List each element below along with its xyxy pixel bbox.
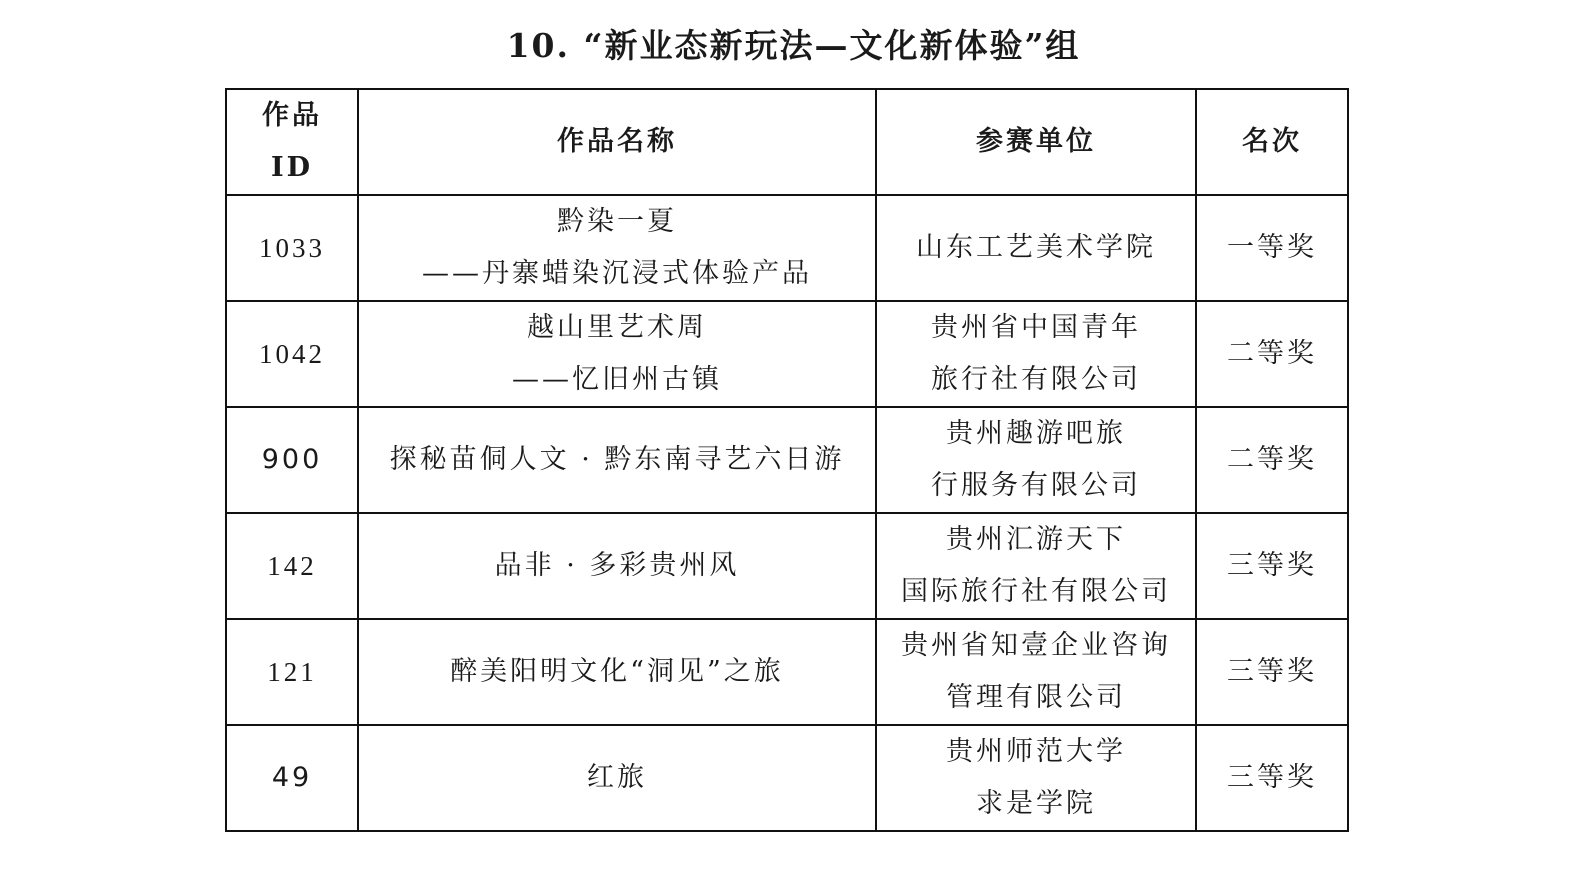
cell-name	[358, 407, 876, 513]
table-row	[226, 725, 1348, 831]
cell-name-line: ——丹寨蜡染沉浸式体验产品	[422, 258, 812, 289]
cell-unit-line: 贵州省中国青年	[931, 312, 1141, 343]
cell-unit-line: 贵州汇游天下	[946, 524, 1126, 555]
cell-name-line: 探秘苗侗人文 · 黔东南寻艺六日游	[389, 444, 845, 475]
cell-name-line: 黔染一夏	[557, 206, 677, 237]
table-row	[226, 407, 1348, 513]
cell-unit	[876, 619, 1196, 725]
cell-name	[358, 513, 876, 619]
cell-unit	[876, 725, 1196, 831]
cell-id: 49	[226, 725, 358, 831]
cell-unit-line: 贵州趣游吧旅	[946, 418, 1126, 449]
table-row	[226, 301, 1348, 407]
cell-unit-line: 山东工艺美术学院	[916, 232, 1156, 263]
header-id	[226, 89, 358, 195]
cell-unit	[876, 301, 1196, 407]
cell-rank: 二等奖	[1196, 301, 1348, 407]
header-id-line2: ID	[270, 152, 314, 183]
cell-unit-line: 行服务有限公司	[931, 470, 1141, 501]
cell-name	[358, 725, 876, 831]
cell-id: 900	[226, 407, 358, 513]
cell-rank: 三等奖	[1196, 619, 1348, 725]
cell-name-line: 醉美阳明文化“洞见”之旅	[450, 656, 784, 687]
cell-id: 1033	[226, 195, 358, 301]
cell-unit-line: 管理有限公司	[946, 682, 1126, 713]
cell-unit	[876, 407, 1196, 513]
cell-rank: 二等奖	[1196, 407, 1348, 513]
cell-rank: 三等奖	[1196, 725, 1348, 831]
cell-id: 121	[226, 619, 358, 725]
cell-name-line: ——忆旧州古镇	[512, 364, 722, 395]
cell-unit-line: 旅行社有限公司	[931, 364, 1141, 395]
awards-table	[225, 88, 1349, 832]
header-unit: 参赛单位	[876, 89, 1196, 195]
cell-name-line: 红旅	[587, 762, 647, 793]
cell-unit-line: 求是学院	[976, 788, 1096, 819]
table-row	[226, 619, 1348, 725]
table-row	[226, 195, 1348, 301]
cell-unit-line: 国际旅行社有限公司	[901, 576, 1171, 607]
cell-name-line: 越山里艺术周	[527, 312, 707, 343]
cell-unit-line: 贵州省知壹企业咨询	[901, 630, 1171, 661]
cell-id: 142	[226, 513, 358, 619]
cell-name-line: 品非 · 多彩贵州风	[494, 550, 740, 581]
cell-unit-line: 贵州师范大学	[946, 736, 1126, 767]
cell-name	[358, 195, 876, 301]
cell-rank: 一等奖	[1196, 195, 1348, 301]
header-id-line1: 作品	[262, 100, 322, 131]
cell-name	[358, 619, 876, 725]
cell-rank: 三等奖	[1196, 513, 1348, 619]
cell-name	[358, 301, 876, 407]
table-header-row	[226, 89, 1348, 195]
cell-id: 1042	[226, 301, 358, 407]
document-title: 10. “新业态新玩法—文化新体验”组	[506, 26, 1081, 65]
header-name: 作品名称	[358, 89, 876, 195]
header-rank: 名次	[1196, 89, 1348, 195]
table-row	[226, 513, 1348, 619]
cell-unit	[876, 513, 1196, 619]
cell-unit	[876, 195, 1196, 301]
